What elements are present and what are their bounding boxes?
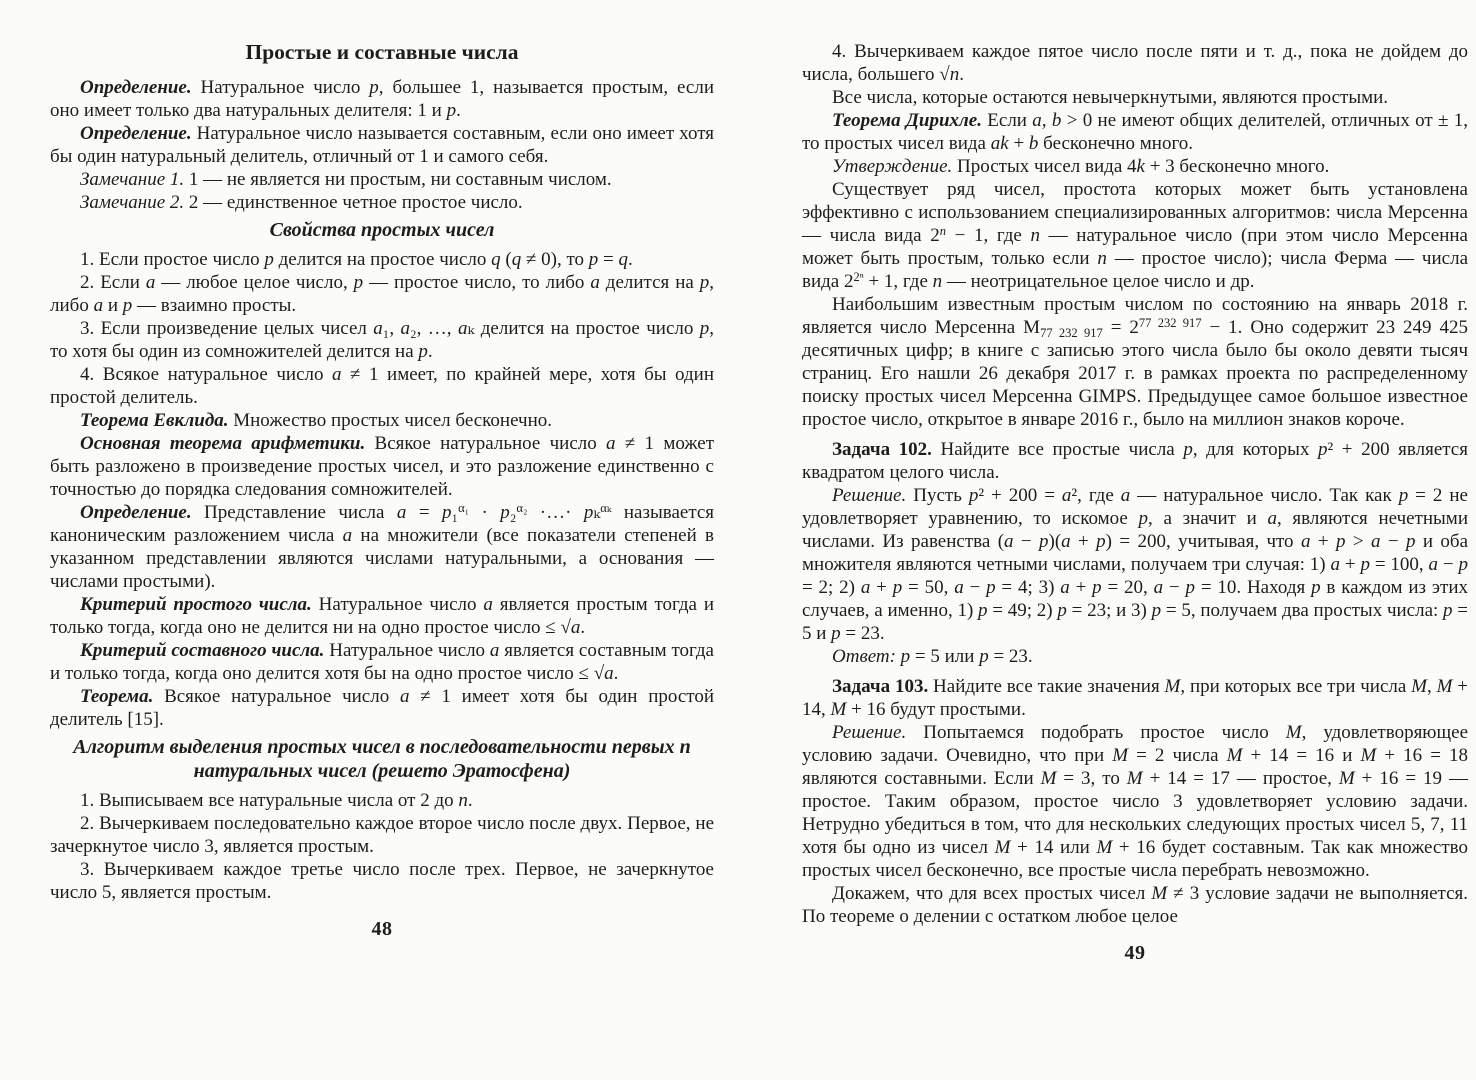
paragraph-lead: Утверждение. — [832, 156, 953, 177]
paragraph: Решение. Попытаемся подобрать простое число M, удовлетворяющее условию задачи. Очевидно, что при M = 2 числа M + 14 = 16 и M + 16 = 18 являются составными. Если M = 3, то M + 14 = 17 — простое, M + 16 = 19 — простое. Таким образом, простое число 3 удовлетворяет условию задачи. Нетрудно убедиться в том, что для нескольких следующих простых чисел 5, 7, 11 хотя бы одно из чисел M + 14 или M + 16 будет составным. Так как множество простых чисел бесконечно, все простые числа перебрать невозможно. — [802, 722, 1468, 881]
paragraph: Утверждение. Простых чисел вида 4k + 3 бесконечно много. — [832, 156, 1330, 177]
paragraph: Определение. Натуральное число называется составным, если оно имеет хотя бы один натуральный делитель, отличный от 1 и самого себя. — [50, 123, 714, 167]
subsection-heading: Свойства простых чисел — [269, 219, 495, 241]
paragraph: Определение. Натуральное число p, большее 1, называется простым, если оно имеет только два натуральных делителя: 1 и p. — [50, 77, 714, 121]
paragraph: Существует ряд чисел, простота которых может быть установлена эффективно с использованием специализированных алгоритмов: числа Мерсенна — числа вида $2^n - 1$, где n — натуральное число (при этом число Мерсенна может быть простым, только если n — простое число); числа Ферма — числа вида $2^{2^n} + 1$, где n — неотрицательное целое число и др. — [802, 179, 1468, 292]
paragraph-lead: Ответ: — [832, 646, 896, 667]
page-right — [802, 40, 1468, 965]
paragraph: 3. Если произведение целых чисел a₁, a₂, …, aₖ делится на простое число p, то хотя бы один из сомножителей делится на p. — [50, 318, 715, 362]
paragraph-lead: Определение. — [80, 502, 192, 523]
page-left-text — [50, 40, 714, 904]
paragraph: 1. Выписываем все натуральные числа от 2 до n. — [80, 790, 473, 811]
paragraph: Теорема Евклида. Множество простых чисел бесконечно. — [80, 410, 553, 431]
paragraph: Докажем, что для всех простых чисел M ≠ 3 условие задачи не выполняется. По теореме о делении с остатком любое целое — [802, 883, 1468, 927]
paragraph-lead: Определение. — [80, 123, 192, 144]
paragraph: Задача 102. Найдите все простые числа p, для которых p² + 200 является квадратом целого числа. — [802, 439, 1468, 483]
page-right-text — [802, 40, 1468, 928]
paragraph: Наибольшим известным простым числом по состоянию на январь 2018 г. является число Мерсенна $M_{77 232 917} = 2^{77 232 917} - 1$. Оно содержит 23 249 425 десятичных цифр; в книге с записью этого числа было бы около девяти тысяч страниц. Его нашли 26 декабря 2017 г. в рамках проекта по распределенному поиску простых чисел Мерсенна GIMPS. Предыдущее самое большое известное простое число, открытое в январе 2016 г., было на миллион знаков короче. — [802, 294, 1468, 430]
page-left — [50, 40, 714, 941]
section-title: Простые и составные числа — [245, 40, 519, 64]
paragraph-lead: Замечание 2. — [80, 192, 185, 213]
paragraph: 2. Вычеркиваем последовательно каждое второе число после двух. Первое, не зачеркнутое число 3, является простым. — [50, 813, 714, 857]
paragraph-lead: Теорема Дирихле. — [832, 110, 982, 131]
paragraph-lead: Замечание 1. — [80, 169, 185, 190]
paragraph: 4. Всякое натуральное число a ≠ 1 имеет, по крайней мере, хотя бы один простой делитель. — [50, 364, 715, 408]
paragraph: Критерий простого числа. Натуральное число a является простым тогда и только тогда, когда оно не делится ни на одно простое число ≤ √a. — [50, 594, 714, 638]
paragraph: Основная теорема арифметики. Всякое натуральное число a ≠ 1 может быть разложено в произведение простых чисел, и это разложение единственно с точностью до порядка следования сомножителей. — [50, 433, 715, 500]
paragraph-lead: Решение. — [832, 722, 907, 743]
paragraph-lead: Критерий составного числа. — [80, 640, 325, 661]
paragraph: Определение. Представление числа a = p₁$^{\alpha_1}$ · p₂$^{\alpha_2}$ ·…· pₖ$^{\alpha_k}$ называется каноническим разложением числа a на множители (все показатели степеней в указанном представлении являются числами натуральными, а основания — числами простыми). — [50, 500, 715, 592]
paragraph-lead: Теорема Евклида. — [80, 410, 229, 431]
paragraph: Замечание 2. 2 — единственное четное простое число. — [80, 192, 523, 213]
paragraph-lead: Критерий простого числа. — [80, 594, 312, 615]
paragraph: Критерий составного числа. Натуральное число a является составным тогда и только тогда, когда оно делится хотя бы на одно простое число ≤ √a. — [50, 640, 714, 684]
paragraph-lead: Основная теорема арифметики. — [80, 433, 366, 454]
paragraph-lead: Теорема. — [80, 686, 154, 707]
paragraph-lead: Задача 102. — [832, 439, 932, 460]
paragraph: Ответ: p = 5 или p = 23. — [832, 646, 1033, 667]
paragraph-lead: Решение. — [832, 485, 907, 506]
paragraph-lead: Задача 103. — [832, 676, 929, 697]
subsection-heading: Алгоритм выделения простых чисел в последовательности первых n натуральных чисел (решето Эратосфена) — [73, 736, 691, 782]
page-number-left: 48 — [371, 918, 393, 940]
paragraph: 4. Вычеркиваем каждое пятое число после пяти и т. д., пока не дойдем до числа, большего √n. — [802, 41, 1468, 85]
paragraph: 2. Если a — любое целое число, p — простое число, то либо a делится на p, либо a и p — взаимно просты. — [50, 272, 714, 316]
paragraph: Решение. Пусть p² + 200 = a², где a — натуральное число. Так как p = 2 не удовлетворяет уравнению, то искомое p, а значит и a, являются нечетными числами. Из равенства (a − p)(a + p) = 200, учитывая, что a + p > a − p и оба множителя являются четными числами, получаем три случая: 1) a + p = 100, a − p = 2; 2) a + p = 50, a − p = 4; 3) a + p = 20, a − p = 10. Находя p в каждом из этих случаев, а именно, 1) p = 49; 2) p = 23; и 3) p = 5, получаем два простых числа: p = 5 и p = 23. — [802, 485, 1469, 644]
paragraph: Теорема. Всякое натуральное число a ≠ 1 имеет хотя бы один простой делитель [15]. — [50, 686, 715, 730]
paragraph: Задача 103. Найдите все такие значения M, при которых все три числа M, M + 14, M + 16 будут простыми. — [802, 676, 1469, 720]
paragraph-lead: Определение. — [80, 77, 192, 98]
paragraph: Теорема Дирихле. Если a, b > 0 не имеют общих делителей, отличных от ± 1, то простых чисел вида ak + b бесконечно много. — [802, 110, 1469, 154]
paragraph: Все числа, которые остаются невычеркнутыми, являются простыми. — [832, 87, 1389, 108]
page-number-right: 49 — [1124, 942, 1146, 964]
paragraph: 1. Если простое число p делится на простое число q (q ≠ 0), то p = q. — [80, 249, 633, 270]
paragraph: Замечание 1. 1 — не является ни простым, ни составным числом. — [80, 169, 612, 190]
paragraph: 3. Вычеркиваем каждое третье число после трех. Первое, не зачеркнутое число 5, является простым. — [50, 859, 714, 903]
